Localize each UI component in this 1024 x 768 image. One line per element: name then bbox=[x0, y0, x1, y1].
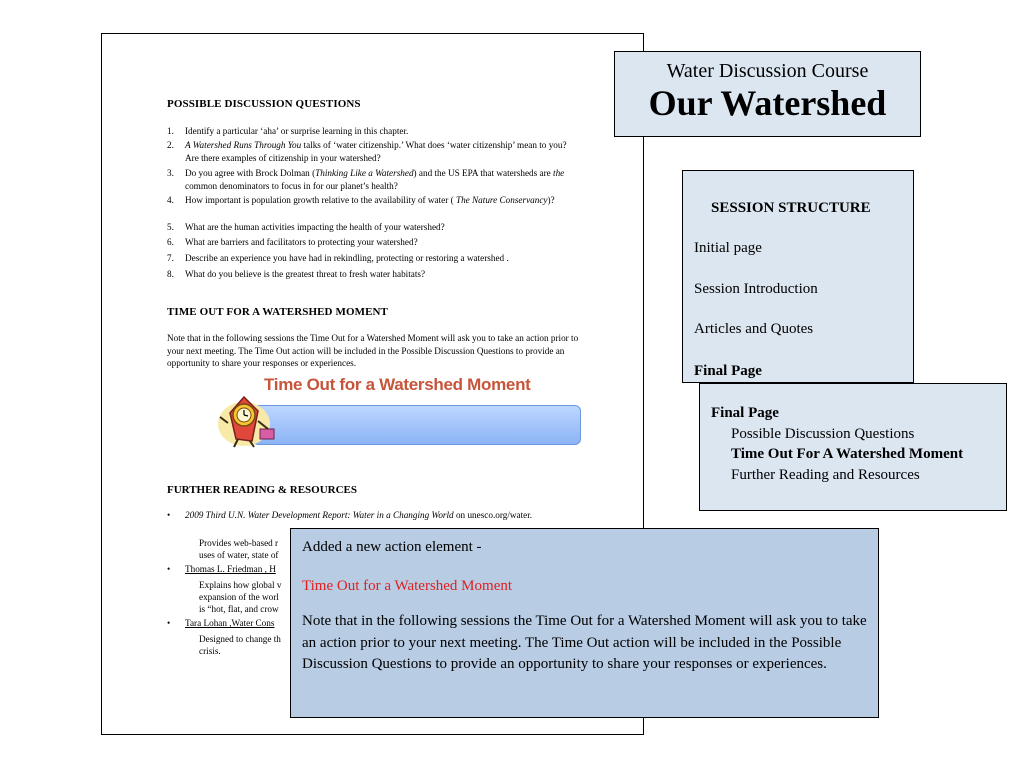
timeout-banner bbox=[252, 405, 581, 445]
session-item: Initial page bbox=[694, 240, 762, 256]
final-page-item: Further Reading and Resources bbox=[731, 467, 920, 483]
resource-item: • Tara Lohan ,Water Cons bbox=[167, 618, 275, 628]
course-title: Our Watershed bbox=[648, 83, 887, 123]
timeout-paragraph: Note that in the following sessions the Time Out for a Watershed Moment will ask you to take an action prior to your next meeting. The Time Out action will be included in the Possible Discussion Questions to provide an opportunity to share your responses or experiences. bbox=[167, 333, 579, 368]
clock-character-icon bbox=[214, 389, 284, 451]
resource-note: Explains how global v bbox=[199, 580, 282, 590]
timeout-graphic-title: Time Out for a Watershed Moment bbox=[264, 375, 531, 394]
note-body: Note that in the following sessions the Time Out for a Watershed Moment will ask you to take an action prior to your next meeting. The Time Out action will be included in the Possible Discussion Questions to provide an opportunity to share your responses or experiences. bbox=[302, 613, 867, 672]
course-title-box bbox=[614, 51, 921, 137]
resource-note: expansion of the worl bbox=[199, 592, 279, 602]
question-item: 7. Describe an experience you have had in rekindling, protecting or restoring a watershed . bbox=[167, 253, 509, 263]
resource-note: Provides web-based r bbox=[199, 538, 279, 548]
resource-item: • Thomas L. Friedman , H bbox=[167, 564, 276, 574]
resource-note: Designed to change th bbox=[199, 634, 281, 644]
final-page-heading: Final Page bbox=[711, 405, 779, 421]
question-item: 3. Do you agree with Brock Dolman (Thinking Like a Watershed) and the US EPA that watersheds are the common denominators to focus in for our planet’s health? bbox=[167, 168, 565, 191]
session-item: Articles and Quotes bbox=[694, 321, 814, 337]
question-item: 6. What are barriers and facilitators to protecting your watershed? bbox=[167, 237, 418, 247]
annotation-note bbox=[290, 528, 879, 718]
course-subtitle: Water Discussion Course bbox=[666, 60, 869, 82]
final-page-item: Time Out For A Watershed Moment bbox=[731, 446, 964, 462]
final-page-item: Possible Discussion Questions bbox=[731, 426, 915, 442]
resource-note: uses of water, state of bbox=[199, 550, 279, 560]
question-item: 4. How important is population growth relative to the availability of water ( The Nature Conservancy)? bbox=[167, 195, 555, 205]
resource-item: • 2009 Third U.N. Water Development Report: Water in a Changing World on unesco.org/water. bbox=[167, 510, 533, 520]
timeout-heading: TIME OUT FOR A WATERSHED MOMENT bbox=[167, 306, 388, 318]
session-structure-box bbox=[682, 170, 914, 383]
discussion-heading: POSSIBLE DISCUSSION QUESTIONS bbox=[167, 98, 361, 110]
session-item: Final Page bbox=[694, 363, 762, 379]
note-intro: Added a new action element - bbox=[302, 539, 482, 555]
question-item: 1. Identify a particular ‘aha’ or surprise learning in this chapter. bbox=[167, 126, 409, 136]
session-heading: SESSION STRUCTURE bbox=[711, 200, 871, 216]
note-highlight: Time Out for a Watershed Moment bbox=[302, 578, 513, 594]
resource-note: crisis. bbox=[199, 646, 221, 656]
question-item: 5. What are the human activities impacting the health of your watershed? bbox=[167, 222, 445, 232]
resource-note: is “hot, flat, and crow bbox=[199, 604, 279, 614]
question-item: 2. A Watershed Runs Through You talks of ‘water citizenship.’ What does ‘water citizenship’ mean to you? Are there examples of citizenship in your watershed? bbox=[167, 140, 567, 163]
resources-heading: FURTHER READING & RESOURCES bbox=[167, 484, 357, 496]
final-page-box bbox=[699, 383, 1007, 511]
question-item: 8. What do you believe is the greatest threat to fresh water habitats? bbox=[167, 269, 426, 279]
session-item: Session Introduction bbox=[694, 281, 818, 297]
